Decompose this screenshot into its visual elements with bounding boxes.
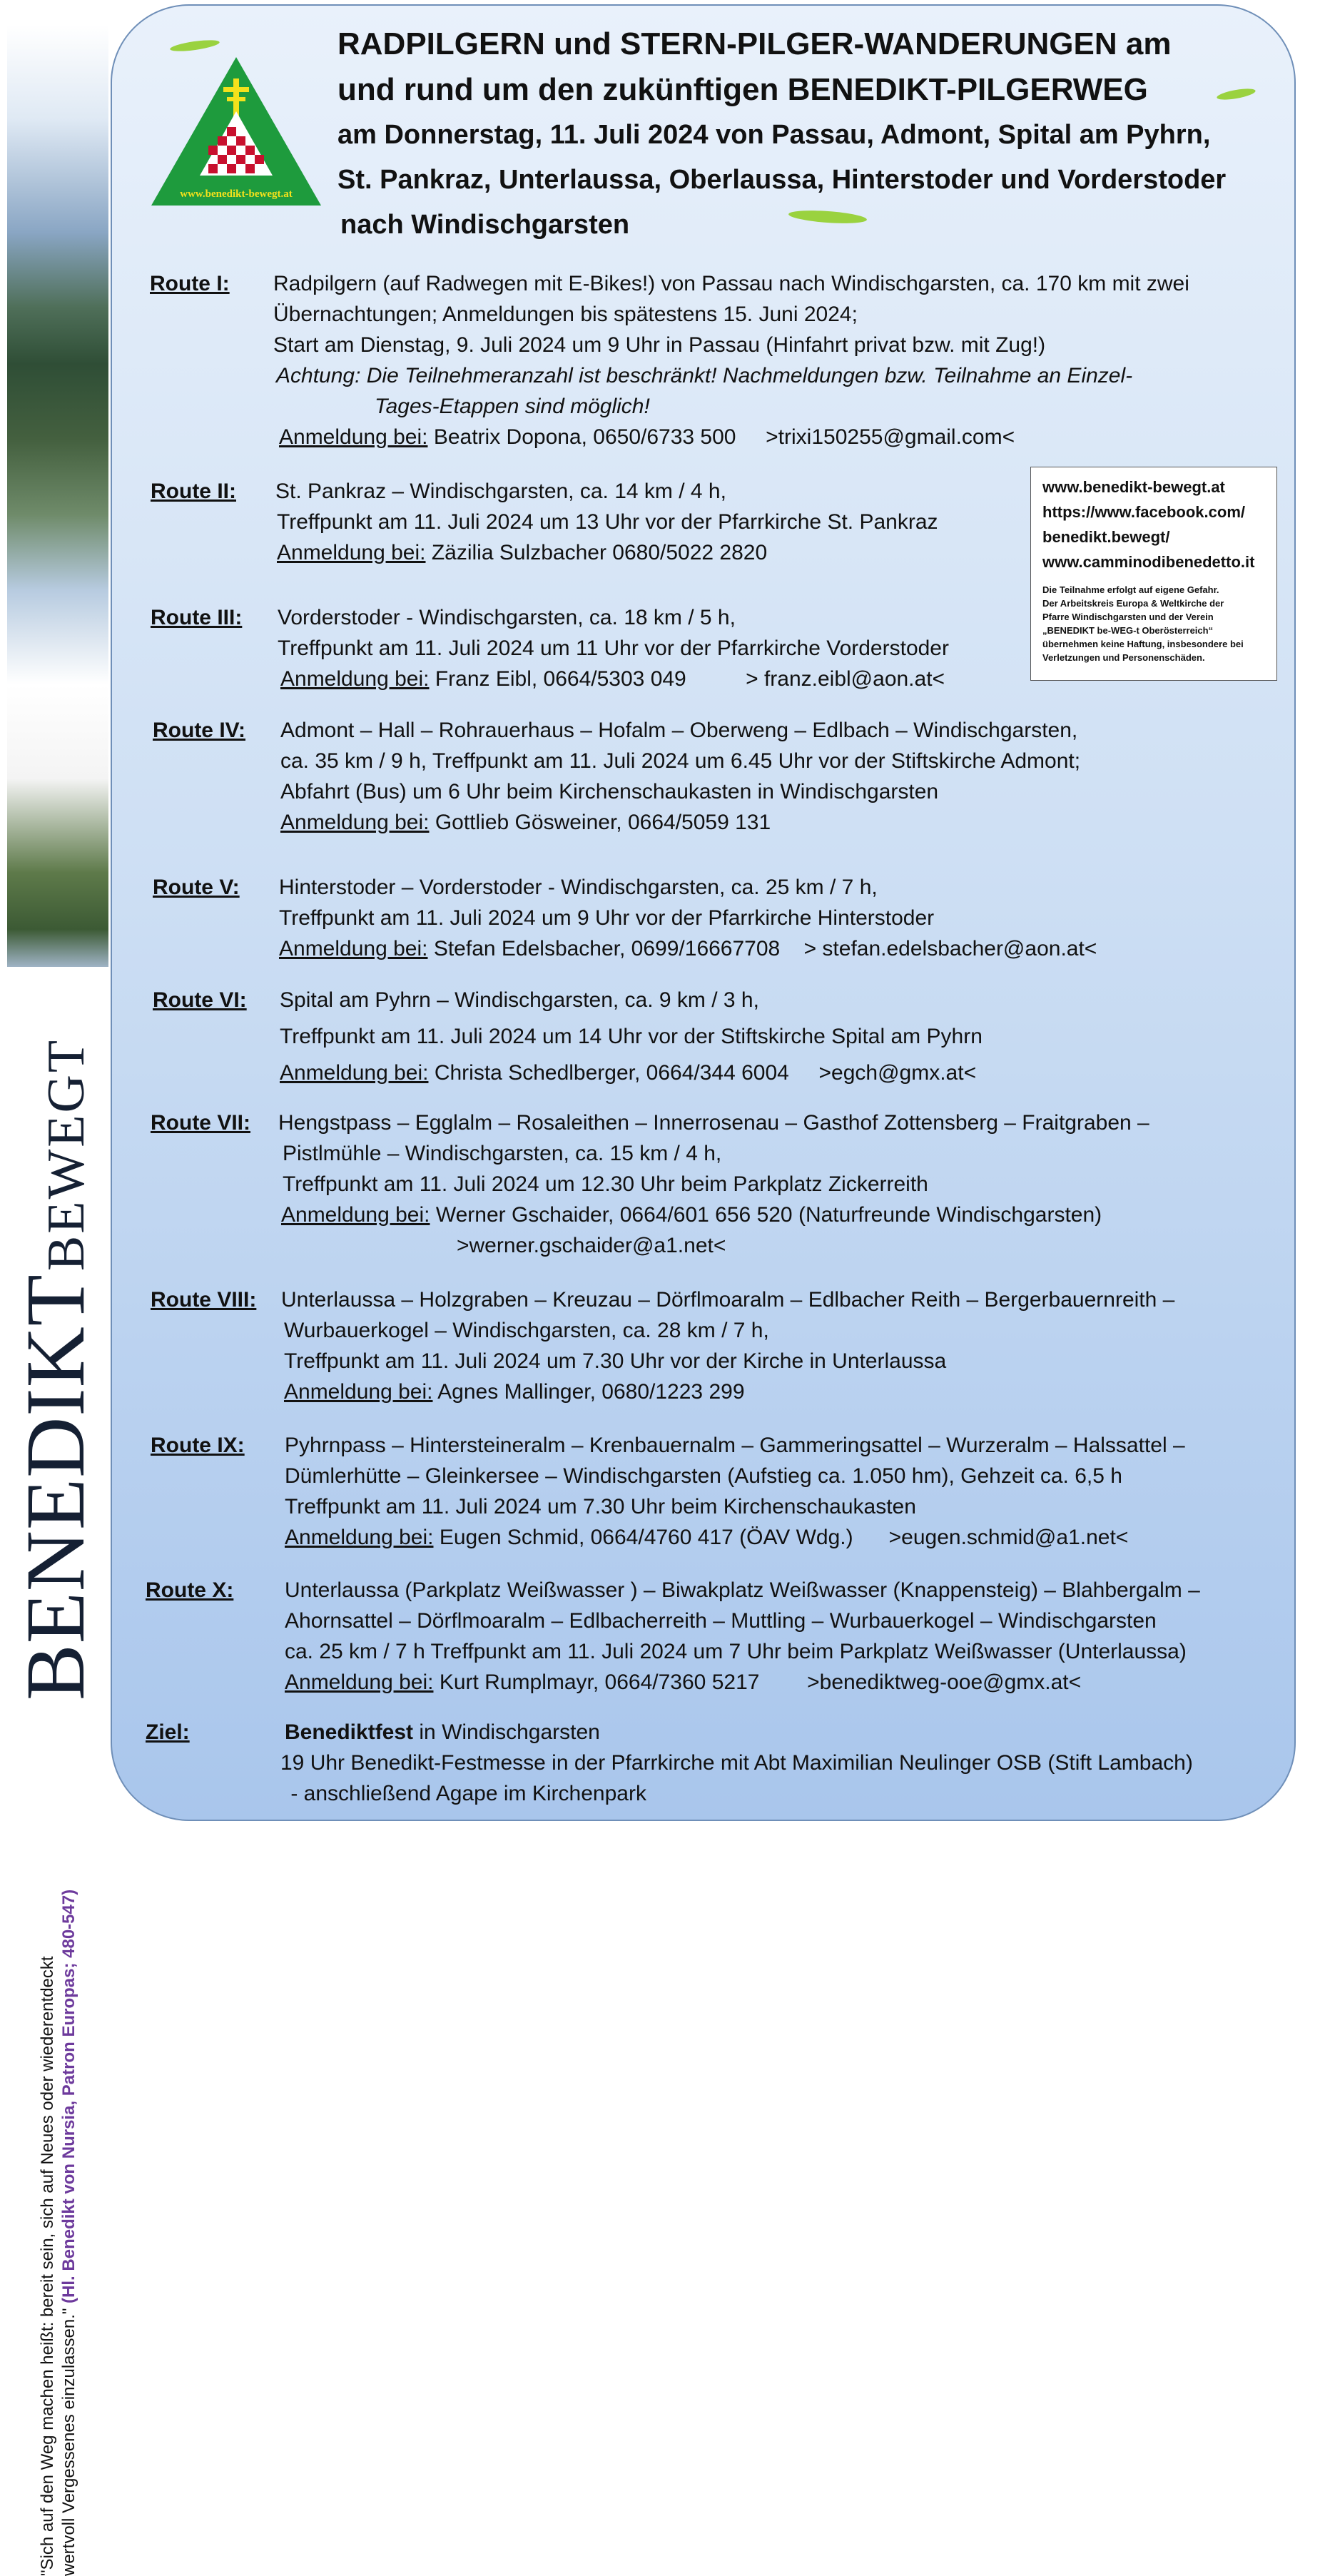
disclaimer: Die Teilnahme erfolgt auf eigene Gefahr. Der Arbeitskreis Europa & Weltkirche der Pfarre Windischgarsten und der Verein „BENEDIKT be-WEG-t Oberösterreich“ übernehmen keine Haftung, insbesondere bei Verletzungen und Personenschäden. — [1042, 584, 1244, 663]
banner-word-benedikt: BENEDIKT — [9, 1274, 102, 1700]
info-link-facebook[interactable]: https://www.facebook.com/ — [1042, 503, 1245, 521]
route-contact: Zäzilia Sulzbacher 0680/5022 2820 — [431, 541, 768, 564]
route-contact: Gottlieb Gösweiner, 0664/5059 131 — [435, 811, 771, 834]
header-line-3: am Donnerstag, 11. Juli 2024 von Passau, Admont, Spital am Pyhrn, — [337, 120, 1211, 150]
quote-line-2: wertvoll Vergessenes einzulassen." (Hl. Benedikt von Nursia, Patron Europas; 480-547) — [59, 1889, 78, 2576]
info-link-website[interactable]: www.benedikt-bewegt.at — [1042, 478, 1225, 496]
header-line-4: St. Pankraz, Unterlaussa, Oberlaussa, Hinterstoder und Vorderstoder — [337, 165, 1227, 195]
route-contact: Beatrix Dopona, 0650/6733 500 >trixi150255@gmail.com< — [433, 425, 1015, 449]
info-link-facebook-path[interactable]: benedikt.bewegt/ — [1042, 528, 1170, 546]
banner-word-bewegt: BEWEGT — [37, 1038, 96, 1272]
route-contact: Kurt Rumplmayr, 0664/7360 5217 >benediktweg-ooe@gmx.at< — [439, 1670, 1082, 1694]
left-banner — [7, 25, 108, 1700]
info-box — [1030, 467, 1277, 681]
ziel-label: Ziel: — [146, 1720, 190, 1744]
header-line-2: und rund um den zukünftigen BENEDIKT-PILGERWEG — [337, 72, 1148, 107]
route-body: Radpilgern (auf Radwegen mit E-Bikes!) von Passau nach Windischgarsten, ca. 170 km mit zwei Übernachtungen; Anmeldungen bis spätestens 15. Juni 2024; Start am Dienstag, 9. Juli 2024 um 9 Uhr in Passau (Hinfahrt privat bzw. mit Zug!) Achtung: Die Teilnehmeranzahl ist beschränkt! Nachmeldungen bzw. Teilnahme an Einzel- Tages-Etappen sind möglich! Anmeldung bei: Beatrix Dopona, 0650/6733 500 >trixi150255@gmail.com< — [273, 272, 1189, 449]
ziel-agape: - anschließend Agape im Kirchenpark — [285, 1782, 646, 1805]
banner-title — [7, 816, 108, 1700]
info-link-cammino[interactable]: www.camminodibenedetto.it — [1042, 553, 1255, 571]
route-contact: Franz Eibl, 0664/5303 049 > franz.eibl@aon.at< — [435, 667, 945, 691]
route-contact-email: >werner.gschaider@a1.net< — [457, 1234, 726, 1257]
route-label: Route I: — [150, 272, 230, 295]
route-contact: Christa Schedlberger, 0664/344 6004 >egch@gmx.at< — [434, 1061, 977, 1085]
logo-url: www.benedikt-bewegt.at — [180, 188, 293, 200]
route-contact: Eugen Schmid, 0664/4760 417 (ÖAV Wdg.) >eugen.schmid@a1.net< — [439, 1526, 1129, 1549]
quote-attribution: (Hl. Benedikt von Nursia, Patron Europas; 480-547) — [59, 1889, 78, 2303]
benedict-quote — [37, 1748, 101, 2576]
quote-line-1: "Sich auf den Weg machen heißt: bereit sein, sich auf Neues oder wiederentdeckt — [38, 1956, 57, 2576]
anmeldung-label: Anmeldung bei: — [279, 425, 428, 449]
page-header — [337, 21, 1279, 248]
benedikt-bewegt-logo — [150, 56, 323, 208]
header-line-5: nach Windischgarsten — [340, 210, 630, 240]
route-contact: Agnes Mallinger, 0680/1223 299 — [437, 1380, 745, 1404]
ziel-mass: 19 Uhr Benedikt-Festmesse in der Pfarrkirche mit Abt Maximilian Neulinger OSB (Stift Lambach) — [280, 1751, 1193, 1775]
header-line-1: RADPILGERN und STERN-PILGER-WANDERUNGEN am — [337, 26, 1172, 61]
ziel-event: Benediktfest in Windischgarsten — [285, 1720, 600, 1744]
route-contact: Stefan Edelsbacher, 0699/16667708 > stefan.edelsbacher@aon.at< — [433, 937, 1097, 960]
route-contact: Werner Gschaider, 0664/601 656 520 (Naturfreunde Windischgarsten) — [435, 1203, 1102, 1227]
